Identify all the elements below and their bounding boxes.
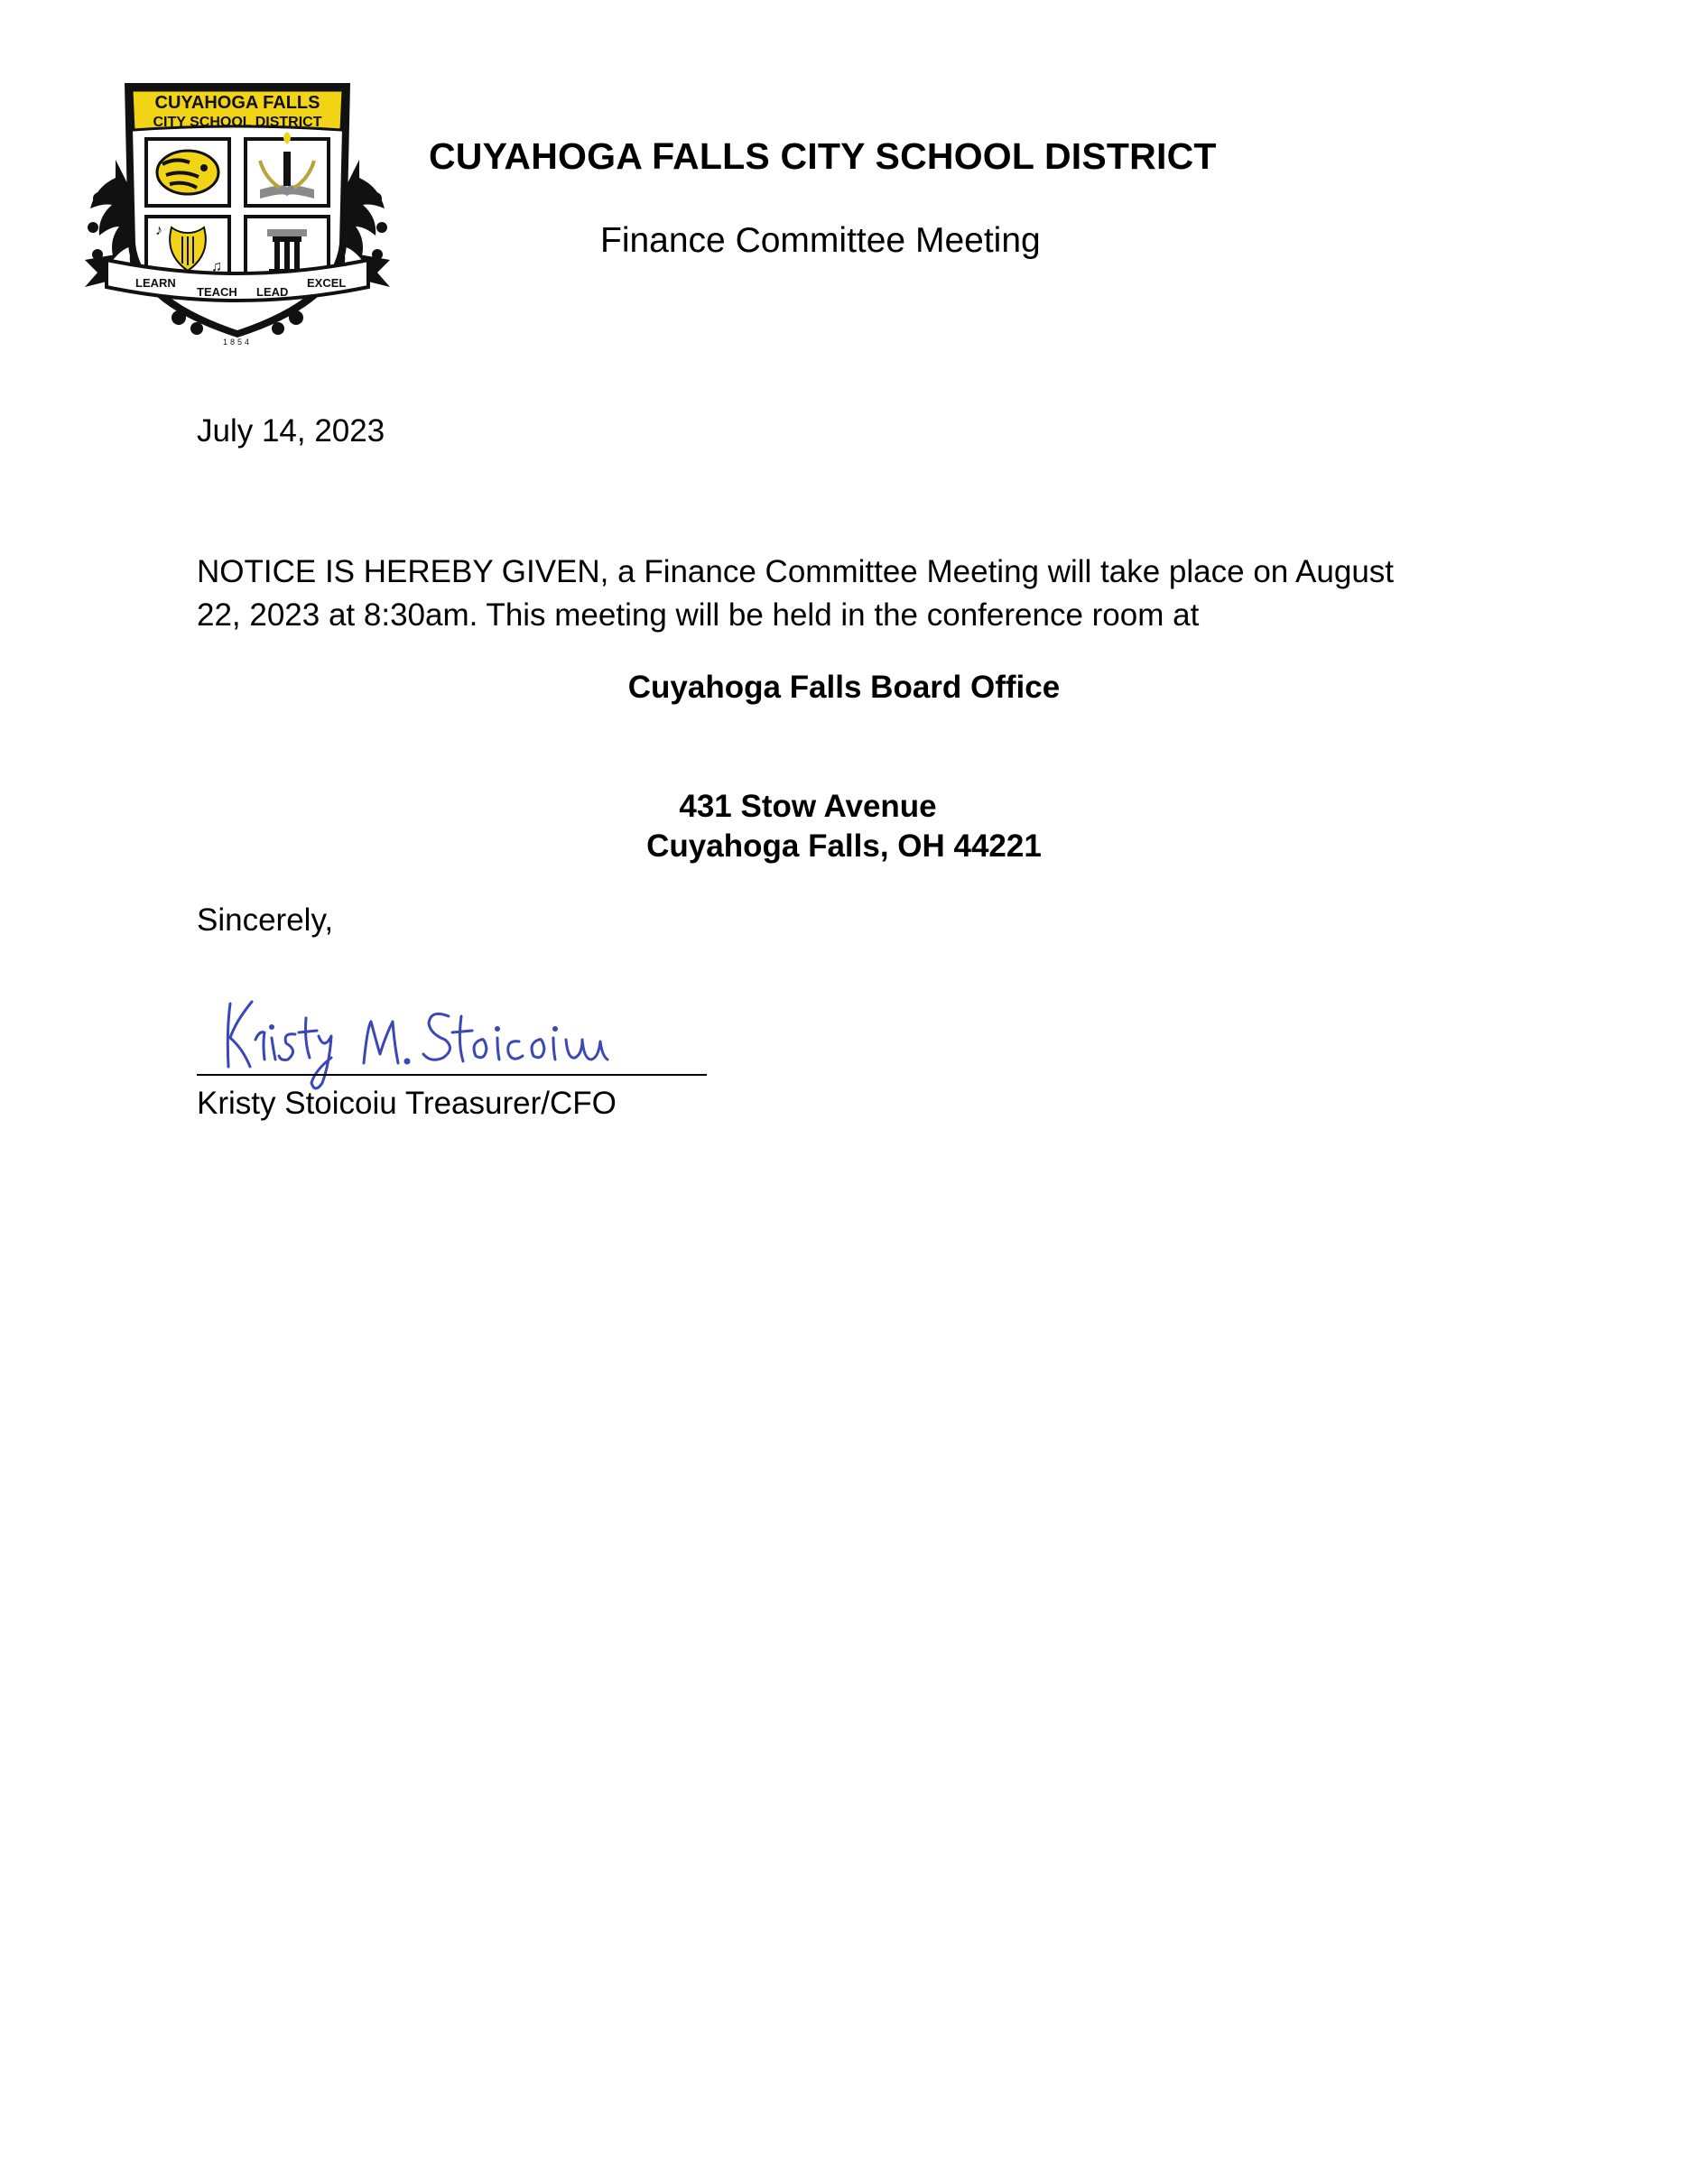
district-title: CUYAHOGA FALLS CITY SCHOOL DISTRICT: [429, 135, 1217, 177]
ribbon-word-teach: TEACH: [197, 285, 237, 299]
venue-street: 431 Stow Avenue: [679, 789, 937, 824]
district-crest-logo: [79, 74, 395, 349]
closing-salutation: Sincerely,: [197, 902, 334, 938]
ribbon-word-lead: LEAD: [256, 285, 289, 299]
notice-paragraph: [197, 551, 1497, 637]
ribbon-word-learn: LEARN: [135, 276, 176, 290]
crest-banner-line1: CUYAHOGA FALLS: [154, 93, 320, 113]
signature-line: [197, 1074, 707, 1076]
crest-banner-line2: CITY SCHOOL DISTRICT: [153, 115, 322, 130]
svg-text:♪: ♪: [155, 223, 162, 238]
signer-name-title: Kristy Stoicoiu Treasurer/CFO: [197, 1086, 617, 1121]
letter-date: July 14, 2023: [197, 413, 385, 449]
venue-name: Cuyahoga Falls Board Office: [627, 670, 1061, 705]
notice-line-1: NOTICE IS HEREBY GIVEN, a Finance Committee Meeting will take place on August: [197, 554, 1395, 589]
meeting-subtitle: Finance Committee Meeting: [600, 221, 1041, 260]
crest-year: 1854: [222, 338, 253, 347]
notice-line-2: 22, 2023 at 8:30am. This meeting will be held in the conference room at: [197, 597, 1200, 633]
ribbon-word-excel: EXCEL: [307, 276, 347, 290]
svg-text:♫: ♫: [211, 259, 222, 274]
venue-city-state-zip: Cuyahoga Falls, OH 44221: [646, 828, 1042, 864]
handwritten-signature: [212, 976, 645, 1094]
tiger-icon: [157, 151, 218, 194]
